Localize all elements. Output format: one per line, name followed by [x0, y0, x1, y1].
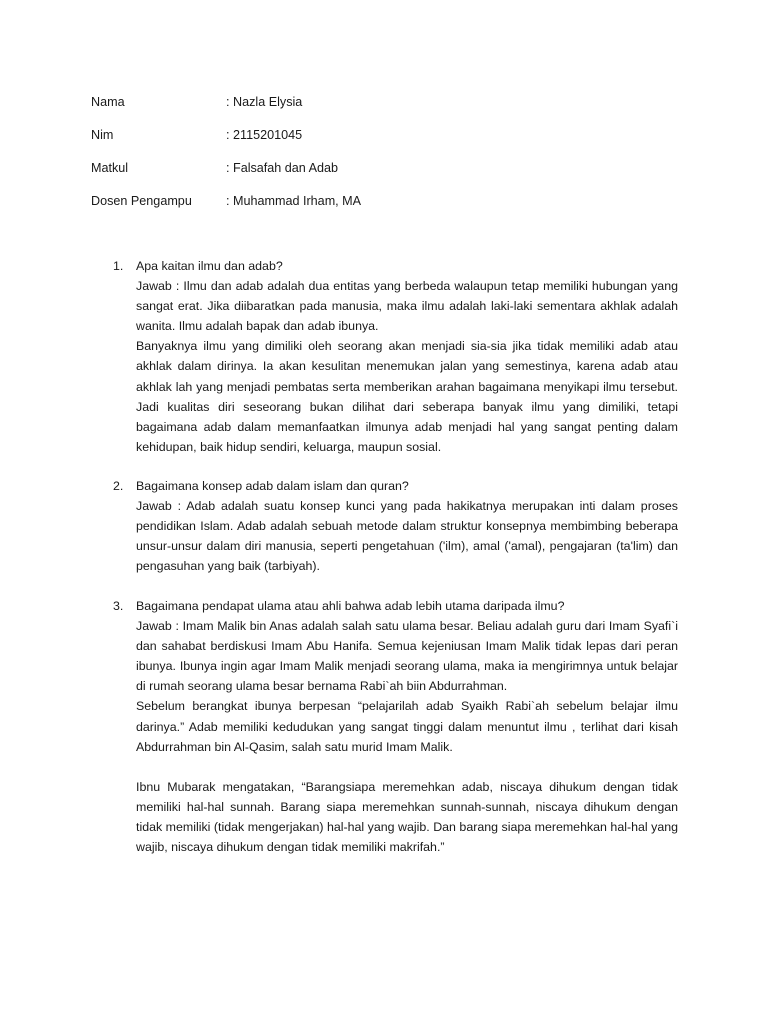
info-row-matkul: [91, 158, 691, 178]
answer-paragraph: Jawab : Adab adalah suatu konsep kunci yang pada hakikatnya merupakan inti dalam proses pendidikan Islam. Adab adalah sebuah metode dalam struktur konsepnya membimbing beberapa unsur-unsur dalam diri manusia, seperti pengetahuan ('ilm), amal ('amal), pengajaran (ta'lim) dan pengasuhan yang baik (tarbiyah).: [136, 499, 678, 574]
info-value-nim: : 2115201045: [226, 128, 303, 142]
question-text: Bagaimana konsep adab dalam islam dan quran?: [136, 479, 409, 493]
question-body: [136, 256, 678, 457]
question-3: [113, 596, 678, 857]
question-text: Bagaimana pendapat ulama atau ahli bahwa adab lebih utama daripada ilmu?: [136, 599, 565, 613]
info-label-dosen-pengampu: Dosen Pengampu: [91, 194, 192, 208]
paragraph-spacer: [136, 757, 678, 777]
info-row-nama: [91, 92, 691, 112]
answer-paragraph: Ibnu Mubarak mengatakan, “Barangsiapa meremehkan adab, niscaya dihukum dengan tidak memiliki hal-hal sunnah. Barang siapa meremehkan sunnah-sunnah, niscaya dihukum dengan tidak memiliki (tidak mengerjakan) hal-hal yang wajib. Dan barang siapa meremehkan hal-hal yang wajib, niscaya dihukum dengan tidak memiliki makrifah.”: [136, 779, 678, 855]
question-number: 1.: [113, 259, 124, 273]
question-number: 2.: [113, 479, 124, 493]
info-row-dosen-pengampu: [91, 191, 691, 211]
info-label-nim: Nim: [91, 128, 114, 142]
answer-paragraph: Sebelum berangkat ibunya berpesan “pelajarilah adab Syaikh Rabi`ah sebelum belajar ilmu darinya.” Adab memiliki kedudukan yang sangat tinggi dalam menuntut ilmu , terlihat dari kisah Abdurrahman bin Al-Qasim, salah satu murid Imam Malik.: [136, 699, 678, 754]
info-label-nama: Nama: [91, 95, 125, 109]
info-value-dosen-pengampu: : Muhammad Irham, MA: [226, 194, 362, 208]
answer-paragraph: Banyaknya ilmu yang dimiliki oleh seorang akan menjadi sia-sia jika tidak memiliki adab atau akhlak dalam dirinya. Ia akan kesulitan menemukan jalan yang semestinya, karena adab atau akhlak lah yang menjadi pembatas serta memberikan arahan bagaimana menyikapi ilmu tersebut. Jadi kualitas diri seseorang bukan dilihat dari seberapa banyak ilmu yang dimiliki, tetapi bagaimana adab dalam memanfaatkan ilmunya adab menjadi hal yang sangat penting dalam kehidupan, baik hidup sendiri, keluarga, maupun sosial.: [136, 339, 678, 454]
info-row-nim: [91, 125, 691, 145]
answer-paragraph: Jawab : Ilmu dan adab adalah dua entitas yang berbeda walaupun tetap memiliki hubungan yang sangat erat. Jika diibaratkan pada manusia, maka ilmu adalah laki-laki sementara akhlak adalah wanita. Ilmu adalah bapak dan adab ibunya.: [136, 279, 678, 334]
question-body: [136, 596, 678, 857]
question-number: 3.: [113, 599, 124, 613]
question-text: Apa kaitan ilmu dan adab?: [136, 259, 283, 273]
info-label-matkul: Matkul: [91, 161, 129, 175]
answer-paragraph: Jawab : Imam Malik bin Anas adalah salah satu ulama besar. Beliau adalah guru dari Imam Syafi`i dan sahabat berdiskusi Imam Abu Hanifa. Semua kejeniusan Imam Malik tidak lepas dari peran ibunya. Ibunya ingin agar Imam Malik menjadi seorang ulama, maka ia mengirimnya untuk belajar di rumah seorang ulama besar bernama Rabi`ah biin Abdurrahman.: [136, 619, 678, 694]
question-1: [113, 256, 678, 457]
info-value-nama: : Nazla Elysia: [226, 95, 303, 109]
question-2: [113, 476, 678, 576]
info-value-matkul: : Falsafah dan Adab: [226, 161, 339, 175]
question-body: [136, 476, 678, 576]
